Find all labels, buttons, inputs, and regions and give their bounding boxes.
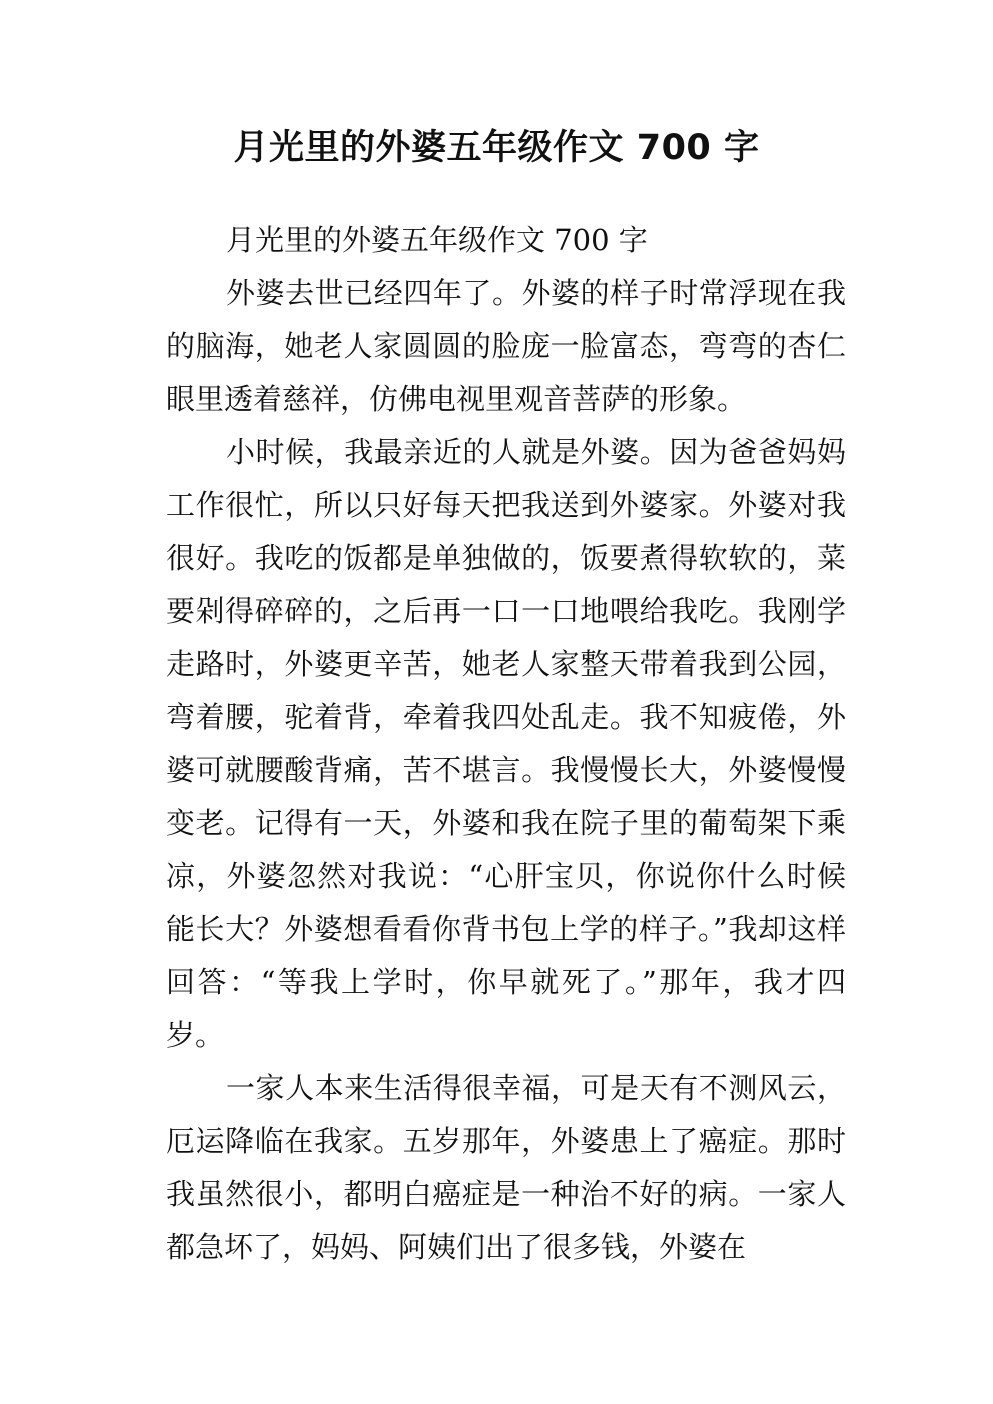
paragraph-2: 小时候，我最亲近的人就是外婆。因为爸爸妈妈工作很忙，所以只好每天把我送到外婆家。外婆对我很好。我吃的饭都是单独做的，饭要煮得软软的，菜要剁得碎碎的，之后再一口一口地喂给我吃。我刚学走路时，外婆更辛苦，她老人家整天带着我到公园，弯着腰，驼着背，牵着我四处乱走。我不知疲倦，外婆可就腰酸背痛，苦不堪言。我慢慢长大，外婆慢慢变老。记得有一天，外婆和我在院子里的葡萄架下乘凉，外婆忽然对我说：“心肝宝贝，你说你什么时候能长大？外婆想看看你背书包上学的样子。”我却这样回答：“等我上学时，你早就死了。”那年，我才四岁。 bbox=[166, 435, 846, 1052]
document-body bbox=[166, 214, 846, 1274]
paragraph-1: 外婆去世已经四年了。外婆的样子时常浮现在我的脑海，她老人家圆圆的脸庞一脸富态，弯弯的杏仁眼里透着慈祥，仿佛电视里观音菩萨的形象。 bbox=[166, 276, 846, 416]
paragraph-subtitle: 月光里的外婆五年级作文 700 字 bbox=[226, 223, 648, 257]
paragraph-3: 一家人本来生活得很幸福，可是天有不测风云，厄运降临在我家。五岁那年，外婆患上了癌症。那时我虽然很小，都明白癌症是一种治不好的病。一家人都急坏了，妈妈、阿姨们出了很多钱，外婆在 bbox=[166, 1071, 846, 1264]
document-title: 月光里的外婆五年级作文 700 字 bbox=[233, 128, 760, 168]
